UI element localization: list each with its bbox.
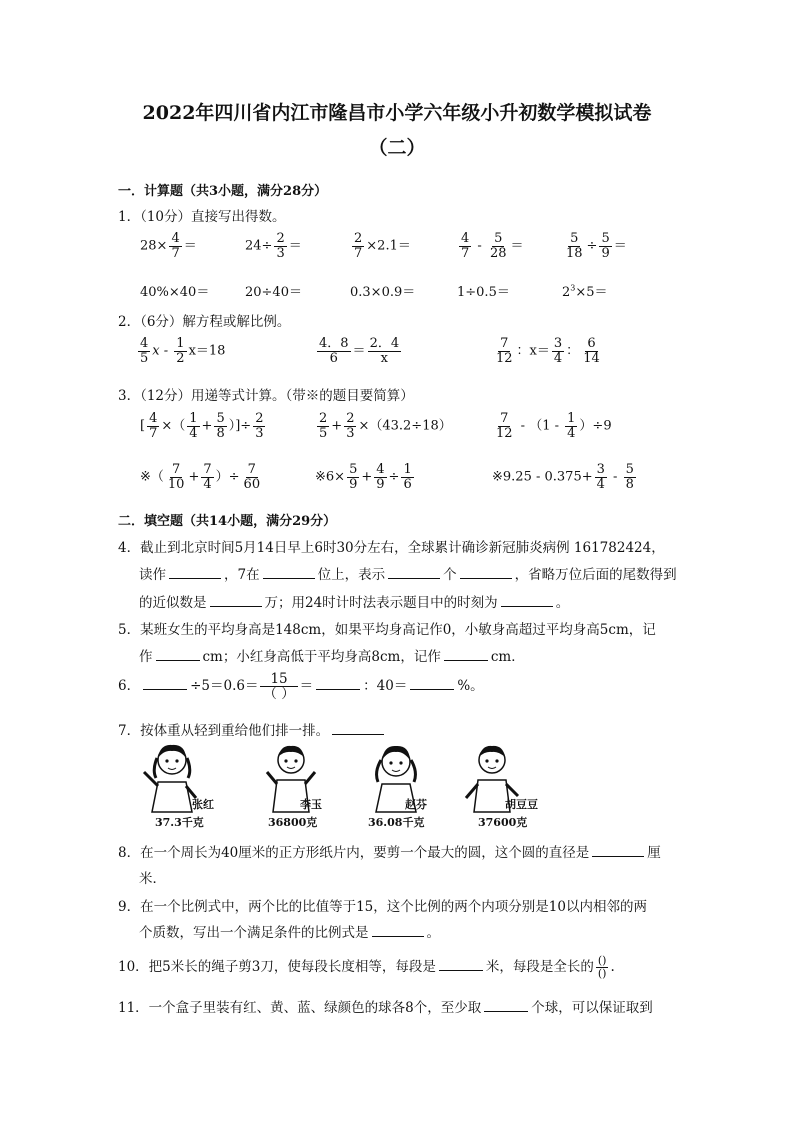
q4-blank-reading[interactable] xyxy=(169,566,221,579)
q3-expr-f: ※9.25 - 0.375+ $\frac{3}{4}$ - $\frac{5}{8}$ xyxy=(492,462,634,492)
question-8-line-1: 8．在一个周长为40厘米的正方形纸片内，要剪一个最大的圆，这个圆的直径是 厘 xyxy=(118,845,661,861)
q4-blank-count[interactable] xyxy=(388,566,440,579)
question-5-line-1: 5．某班女生的平均身高是148cm，如果平均身高记作0，小敏身高超过平均身高5cm，记 xyxy=(118,622,656,638)
q1-expr-8: 0.3×0.9＝ xyxy=(350,285,416,300)
q11-blank-count[interactable] xyxy=(484,999,528,1012)
q5-blank-xiaomin[interactable] xyxy=(156,648,200,661)
question-10: 10．把5米长的绳子剪3刀，使每段长度相等，每段是 米，每段是全长的 $\frac{()}{()}$ . xyxy=(118,954,615,980)
question-8-line-2: 米． xyxy=(139,871,166,887)
question-4-line-2: 读作 ，7在 位上，表示 个 ，省略万位后面的尾数得到 xyxy=(139,567,677,583)
q4-blank-unit[interactable] xyxy=(460,566,512,579)
page-title: 2022年四川省内江市隆昌市小学六年级小升初数学模拟试卷 xyxy=(142,102,652,124)
q6-blank-2[interactable] xyxy=(316,677,360,690)
q4-blank-place[interactable] xyxy=(263,566,315,579)
child-name-1: 张红 xyxy=(192,798,214,811)
q1-expr-5: $\frac{5}{18}$ ÷ $\frac{5}{9}$ ＝ xyxy=(566,231,627,261)
question-7: 7．按体重从轻到重给他们排一排。 xyxy=(118,719,387,739)
question-1-heading: 1．（10分）直接写出得数。 xyxy=(118,209,286,225)
section-heading-2: 二．填空题（共14小题，满分29分） xyxy=(118,514,337,529)
page-subtitle: （二） xyxy=(368,137,426,159)
q3-expr-a: [ $\frac{4}{7}$ ×（ $\frac{1}{4}$ + $\frac{5}{8}$ ）]÷ $\frac{2}{3}$ xyxy=(140,411,264,441)
q6-blank-3[interactable] xyxy=(410,677,454,690)
q4-blank-time[interactable] xyxy=(501,594,553,607)
q5-blank-xiaohong[interactable] xyxy=(444,648,488,661)
q1-expr-10: $2^3\times 5=$ xyxy=(562,283,608,300)
q1-expr-7: 20÷40＝ xyxy=(245,285,302,300)
q4-blank-approx[interactable] xyxy=(210,594,262,607)
child-name-2: 李玉 xyxy=(300,798,322,811)
question-2-heading: 2．（6分）解方程或解比例。 xyxy=(118,314,291,330)
child-weight-2: 36800克 xyxy=(268,816,318,829)
q1-expr-6: 40%×40＝ xyxy=(140,285,210,300)
q7-blank-order[interactable] xyxy=(332,722,384,735)
q8-blank-diameter[interactable] xyxy=(592,844,644,857)
q3-expr-e: ※6× $\frac{5}{9}$ + $\frac{4}{9}$ ÷ $\frac{1}{6}$ xyxy=(315,462,412,492)
q2-equation-1: $\frac{4}{5}$ x - $\frac{1}{2}$ x＝18 xyxy=(140,336,226,366)
q3-expr-b: $\frac{2}{5}$ + $\frac{2}{3}$ ×（43.2÷18） xyxy=(319,411,452,441)
child-name-4: 胡豆豆 xyxy=(505,798,538,811)
question-11: 11．一个盒子里装有红、黄、蓝、绿颜色的球各8个，至少取 个球，可以保证取到 xyxy=(118,1000,653,1016)
question-4-line-3: 的近似数是 万；用24时计时法表示题目中的时刻为 。 xyxy=(139,595,570,611)
q1-expr-4: $\frac{4}{7}$ - $\frac{5}{28}$ ＝ xyxy=(461,231,524,261)
q3-expr-d: ※（ $\frac{7}{10}$ + $\frac{7}{4}$ ）÷ $\frac{7}{60}$ xyxy=(140,462,261,492)
child-name-3: 赵芬 xyxy=(405,798,427,811)
question-4-line-1: 4．截止到北京时间5月14日早上6时30分左右，全球累计确诊新冠肺炎病例 161782424， xyxy=(118,540,665,556)
q3-expr-c: $\frac{7}{12}$ - （1 - $\frac{1}{4}$ ）÷9 xyxy=(496,411,612,441)
question-9-line-2: 个质数，写出一个满足条件的比例式是 。 xyxy=(139,925,440,941)
section-heading-1: 一．计算题（共3小题，满分28分） xyxy=(118,184,328,199)
q10-blank-length[interactable] xyxy=(439,958,483,971)
q2-equation-3: $\frac{7}{12}$ ：x＝ $\frac{3}{4}$ ： $\frac{6}{14}$ xyxy=(496,336,600,366)
question-3-heading: 3．（12分）用递等式计算。（带※的题目要简算） xyxy=(118,388,414,404)
q1-expr-2: 24÷ $\frac{2}{3}$ ＝ xyxy=(245,231,302,261)
q6-blank-1[interactable] xyxy=(143,677,187,690)
q9-blank-proportion[interactable] xyxy=(372,924,424,937)
child-weight-3: 36.08千克 xyxy=(368,816,425,829)
child-weight-4: 37600克 xyxy=(478,816,528,829)
q1-expr-9: 1÷0.5＝ xyxy=(457,285,510,300)
question-9-line-1: 9．在一个比例式中，两个比的比值等于15，这个比例的两个内项分别是10以内相邻的两 xyxy=(118,899,647,915)
q1-expr-3: $\frac{2}{7}$ ×2.1＝ xyxy=(354,231,411,261)
q1-expr-1: 28× $\frac{4}{7}$ ＝ xyxy=(140,231,197,261)
q2-equation-2: $\frac{4.8}{6}$ ＝ $\frac{2.4}{x}$ xyxy=(319,336,400,366)
child-weight-1: 37.3千克 xyxy=(155,816,204,829)
question-6: 6． ÷5＝0.6＝ $\frac{15}{( )}$ ＝ ：40＝ %。 xyxy=(118,671,484,703)
question-5-line-2: 作 cm；小红身高低于平均身高8cm，记作 cm． xyxy=(139,649,525,665)
